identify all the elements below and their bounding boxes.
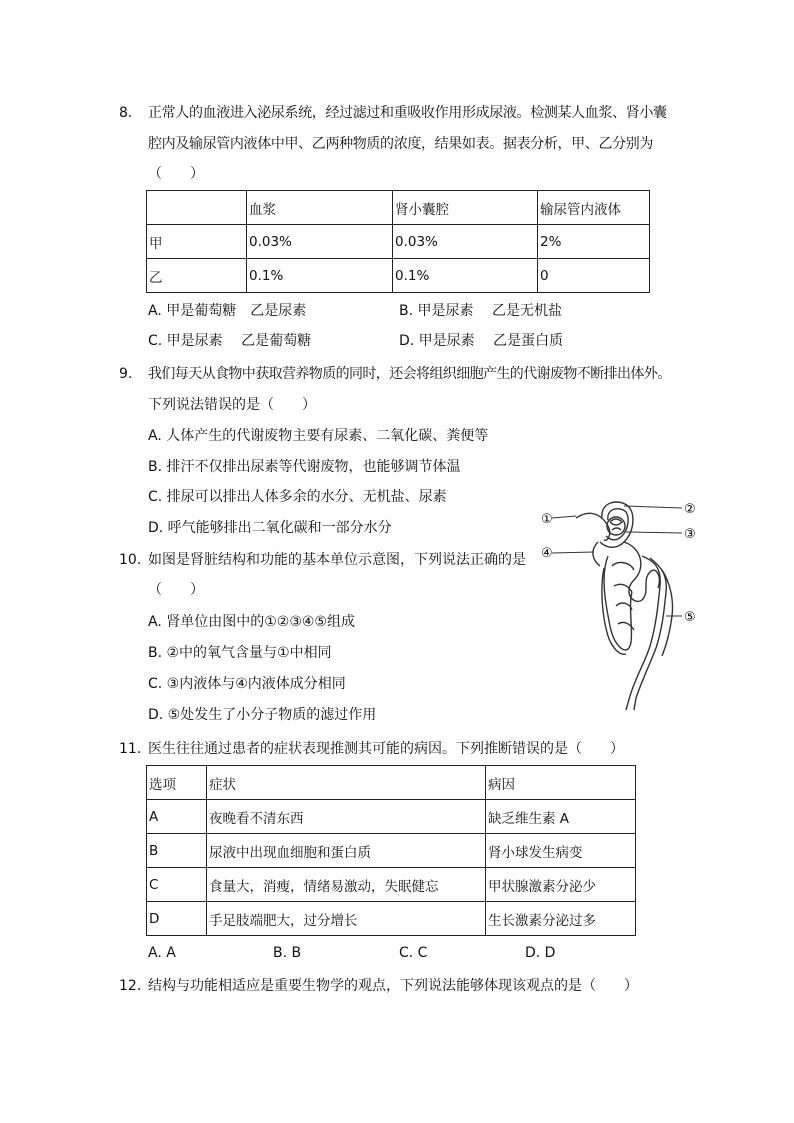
q8-option-c[interactable]: C. 甲是尿素 乙是葡萄糖 — [148, 333, 312, 349]
q10-stem-line1: 如图是肾脏结构和功能的基本单位示意图，下列说法正确的是 — [148, 552, 526, 568]
q10-answer-blank: （ ） — [148, 582, 204, 598]
table-cell: 病因 — [486, 766, 636, 800]
q8-table — [146, 190, 650, 293]
table-row — [147, 902, 636, 936]
q10-option-c[interactable]: C. ③内液体与④内液体成分相同 — [148, 676, 346, 692]
q9-option-b[interactable]: B. 排汗不仅排出尿素等代谢废物，也能够调节体温 — [148, 459, 461, 475]
table-cell: 0.03% — [247, 225, 393, 259]
table-cell: 肾小球发生病变 — [486, 834, 636, 868]
table-cell: A — [147, 800, 207, 834]
q11-option-a[interactable]: A. A — [148, 945, 176, 961]
q9-option-d[interactable]: D. 呼气能够排出二氧化碳和一部分水分 — [148, 520, 392, 536]
label-3: ③ — [684, 527, 696, 542]
label-1: ① — [541, 512, 553, 527]
q9-option-a[interactable]: A. 人体产生的代谢废物主要有尿素、二氧化碳、粪便等 — [148, 428, 489, 444]
table-cell — [147, 191, 247, 225]
q11-number: 11. — [119, 741, 142, 757]
table-cell: 甲 — [147, 225, 247, 259]
q8-stem-line2: 腔内及输尿管内液体中甲、乙两种物质的浓度，结果如表。据表分析，甲、乙分别为 — [148, 136, 654, 152]
q8-stem-line1: 正常人的血液进入泌尿系统，经过滤过和重吸收作用形成尿液。检测某人血浆、肾小囊 — [148, 105, 667, 121]
table-cell: 缺乏维生素 A — [486, 800, 636, 834]
q8-option-d[interactable]: D. 甲是尿素 乙是蛋白质 — [399, 333, 564, 349]
table-cell: B — [147, 834, 207, 868]
q11-option-d[interactable]: D. D — [525, 945, 556, 961]
table-cell: C — [147, 868, 207, 902]
q8-answer-blank: （ ） — [148, 166, 204, 182]
label-2: ② — [684, 502, 696, 517]
table-cell: 0.1% — [247, 259, 393, 293]
table-cell: 0.1% — [393, 259, 538, 293]
table-cell: 尿液中出现血细胞和蛋白质 — [207, 834, 486, 868]
q11-option-c[interactable]: C. C — [399, 945, 428, 961]
table-cell: 2% — [538, 225, 650, 259]
table-row — [147, 800, 636, 834]
table-cell: 肾小囊腔 — [393, 191, 538, 225]
table-cell: 手足肢端肥大，过分增长 — [207, 902, 486, 936]
table-cell: 生长激素分泌过多 — [486, 902, 636, 936]
label-5: ⑤ — [684, 610, 696, 625]
nephron-diagram — [538, 496, 704, 712]
table-cell: 甲状腺激素分泌少 — [486, 868, 636, 902]
q11-table — [146, 765, 636, 936]
table-header-row — [147, 191, 650, 225]
table-row — [147, 868, 636, 902]
q10-option-d[interactable]: D. ⑤处发生了小分子物质的滤过作用 — [148, 707, 377, 723]
table-cell: 选项 — [147, 766, 207, 800]
table-header-row — [147, 766, 636, 800]
table-cell: 食量大，消瘦，情绪易激动，失眠健忘 — [207, 868, 486, 902]
table-cell: D — [147, 902, 207, 936]
table-cell: 夜晚看不清东西 — [207, 800, 486, 834]
table-row — [147, 225, 650, 259]
q9-stem-line1: 我们每天从食物中获取营养物质的同时，还会将组织细胞产生的代谢废物不断排出体外。 — [148, 366, 671, 382]
q11-stem-line1: 医生往往通过患者的症状表现推测其可能的病因。下列推断错误的是（ ） — [148, 741, 624, 757]
label-4: ④ — [541, 546, 553, 561]
q10-option-a[interactable]: A. 肾单位由图中的①②③④⑤组成 — [148, 614, 355, 630]
q12-number: 12. — [119, 978, 142, 994]
q10-number: 10. — [119, 552, 142, 568]
q9-option-c[interactable]: C. 排尿可以排出人体多余的水分、无机盐、尿素 — [148, 489, 447, 505]
table-cell: 血浆 — [247, 191, 393, 225]
table-cell: 0 — [538, 259, 650, 293]
q8-number: 8. — [119, 105, 133, 121]
q11-option-b[interactable]: B. B — [273, 945, 302, 961]
q8-option-a[interactable]: A. 甲是葡萄糖 乙是尿素 — [148, 303, 307, 319]
table-cell: 症状 — [207, 766, 486, 800]
table-row — [147, 259, 650, 293]
table-cell: 乙 — [147, 259, 247, 293]
table-cell: 0.03% — [393, 225, 538, 259]
table-cell: 输尿管内液体 — [538, 191, 650, 225]
q10-option-b[interactable]: B. ②中的氧气含量与①中相同 — [148, 645, 332, 661]
q9-stem-line2: 下列说法错误的是（ ） — [148, 397, 316, 413]
q12-stem-line1: 结构与功能相适应是重要生物学的观点，下列说法能够体现该观点的是（ ） — [148, 978, 638, 994]
q8-option-b[interactable]: B. 甲是尿素 乙是无机盐 — [399, 303, 562, 319]
table-row — [147, 834, 636, 868]
q9-number: 9. — [119, 366, 133, 382]
